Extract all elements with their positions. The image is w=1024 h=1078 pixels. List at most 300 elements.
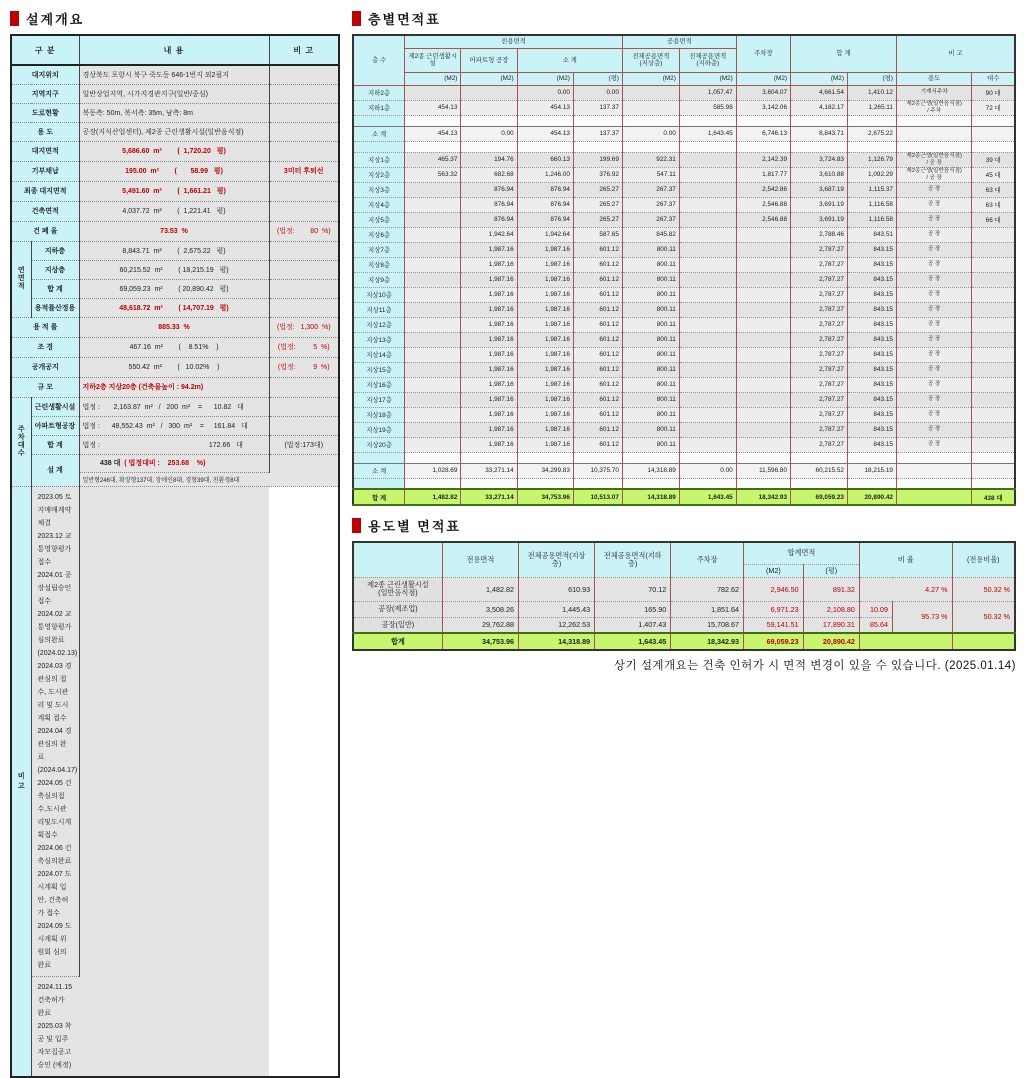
design-overview-table <box>10 34 338 1078</box>
table-cell <box>622 100 679 115</box>
table-cell: 지상5층 <box>353 212 405 227</box>
table-cell <box>679 317 736 332</box>
table-cell: 18,215.19 <box>847 463 896 478</box>
table-cell: 제2종근생(일반음식점) / 공 장 <box>896 167 971 182</box>
table-cell: 합계 <box>353 633 442 650</box>
column-header-cell: 주차장 <box>736 35 790 72</box>
table-cell: 8,843.71 m² ( 2,675.22 평) <box>79 241 269 260</box>
table-cell: 267.37 <box>622 197 679 212</box>
table-cell: 2,108.80 <box>803 601 859 617</box>
table-cell: 1,987.16 <box>517 392 573 407</box>
table-cell <box>791 141 848 152</box>
table-cell: 경상북도 포항시 북구 죽도동 646-1번지 외2필지 <box>79 65 269 84</box>
table-cell <box>269 454 339 486</box>
table-cell: 지하층 <box>31 241 79 260</box>
table-row <box>353 542 1015 564</box>
table-cell: 0.00 <box>573 85 622 100</box>
column-header-cell: (평) <box>573 72 622 85</box>
table-cell: 1,987.16 <box>461 362 517 377</box>
column-header-cell: (평) <box>847 72 896 85</box>
column-header-cell: 전체공용면적 (지상층) <box>622 48 679 72</box>
table-cell: 1,987.16 <box>461 287 517 302</box>
table-cell: 비 고 <box>269 35 339 65</box>
table-cell: 1,116.58 <box>847 197 896 212</box>
table-row <box>353 257 1015 272</box>
table-cell <box>847 141 896 152</box>
table-cell: 14,318.89 <box>622 489 679 505</box>
table-cell: 북동측: 50m, 북서측: 35m, 남측: 8m <box>79 103 269 122</box>
table-cell: 800.11 <box>622 377 679 392</box>
table-cell <box>269 241 339 260</box>
table-cell: 265.27 <box>573 197 622 212</box>
table-cell: 3,691.19 <box>791 212 848 227</box>
table-row <box>353 377 1015 392</box>
table-cell: 876.94 <box>517 212 573 227</box>
table-cell <box>679 115 736 126</box>
table-cell: 지상6층 <box>353 227 405 242</box>
table-cell: 1,407.43 <box>595 617 671 633</box>
section-title-floor-area <box>352 8 1016 28</box>
table-cell: 601.12 <box>573 242 622 257</box>
table-cell: 682.68 <box>461 167 517 182</box>
table-cell <box>679 257 736 272</box>
table-cell: 845.82 <box>622 227 679 242</box>
column-header-cell: (M2) <box>744 564 804 577</box>
table-cell: 1,092.29 <box>847 167 896 182</box>
table-cell: 공 장 <box>896 422 971 437</box>
table-cell <box>847 115 896 126</box>
table-cell <box>405 242 461 257</box>
table-cell: 800.11 <box>622 407 679 422</box>
table-cell: 50.32 % <box>952 577 1015 601</box>
table-cell: 지상7층 <box>353 242 405 257</box>
table-cell: 11,596.80 <box>736 463 790 478</box>
table-row <box>11 103 339 122</box>
table-cell: 2,787.27 <box>791 377 848 392</box>
table-cell <box>405 478 461 489</box>
table-row <box>353 422 1015 437</box>
table-cell: 1,643.45 <box>679 489 736 505</box>
table-row <box>353 85 1015 100</box>
table-cell: 90 대 <box>972 85 1015 100</box>
table-cell: 2,787.27 <box>791 272 848 287</box>
table-cell: 267.37 <box>622 212 679 227</box>
table-cell <box>461 141 517 152</box>
column-header-cell: 전용면적 <box>442 542 518 577</box>
table-cell <box>972 227 1015 242</box>
table-cell: 2,787.27 <box>791 242 848 257</box>
table-cell: 876.94 <box>461 197 517 212</box>
table-cell: 1,987.16 <box>517 302 573 317</box>
table-cell: 지하2층 <box>353 85 405 100</box>
table-cell: 891.32 <box>803 577 859 601</box>
table-cell: 20,890.42 <box>847 489 896 505</box>
table-cell: 876.94 <box>461 212 517 227</box>
table-cell: 1,987.16 <box>461 422 517 437</box>
table-row <box>11 317 339 337</box>
table-cell: 용 도 <box>11 122 79 141</box>
table-cell: 공 장 <box>896 287 971 302</box>
table-cell: 843.15 <box>847 287 896 302</box>
table-cell: 2,787.27 <box>791 287 848 302</box>
table-cell: 제2종근생(일반음식점) / 주차 <box>896 100 971 115</box>
column-header-cell: (M2) <box>791 72 848 85</box>
column-header-cell: 제2종 근린생활시설 <box>405 48 461 72</box>
table-cell <box>972 392 1015 407</box>
table-cell: 800.11 <box>622 302 679 317</box>
table-cell: 1,987.16 <box>461 437 517 452</box>
table-cell: 1,987.16 <box>461 272 517 287</box>
table-cell: 1,987.16 <box>517 287 573 302</box>
table-cell <box>622 452 679 463</box>
table-cell: 5,491.60 m² ( 1,661.21 평) <box>79 181 269 201</box>
table-cell: 1,987.16 <box>517 407 573 422</box>
table-cell <box>405 287 461 302</box>
table-cell: 1,987.16 <box>461 317 517 332</box>
table-cell: 70.12 <box>595 577 671 601</box>
table-cell <box>573 141 622 152</box>
table-cell: 6,971.23 <box>744 601 804 617</box>
table-cell: 467.16 m² ( 8.51% ) <box>79 337 269 357</box>
table-cell: 2,787.27 <box>791 302 848 317</box>
table-row <box>353 227 1015 242</box>
table-cell: 885.33 % <box>79 317 269 337</box>
table-cell: 137.37 <box>573 100 622 115</box>
table-row <box>353 437 1015 452</box>
table-row <box>11 122 339 141</box>
table-cell <box>679 362 736 377</box>
table-cell: 12,262.53 <box>518 617 594 633</box>
table-row <box>353 463 1015 478</box>
table-cell: 3,687.19 <box>791 182 848 197</box>
t-floor-grid <box>352 34 1016 506</box>
table-cell: 1,126.79 <box>847 152 896 167</box>
table-cell <box>791 115 848 126</box>
table-cell: 지상15층 <box>353 362 405 377</box>
table-cell <box>896 115 971 126</box>
table-cell: 지상층 <box>31 260 79 279</box>
table-cell <box>79 486 269 1077</box>
table-cell <box>679 347 736 362</box>
table-cell: 소 계 <box>353 126 405 141</box>
table-cell <box>269 416 339 435</box>
table-cell: 800.11 <box>622 287 679 302</box>
table-cell: 50.32 % <box>952 601 1015 633</box>
table-cell <box>679 212 736 227</box>
column-header-cell: (M2) <box>679 72 736 85</box>
table-cell: 3,604.07 <box>736 85 790 100</box>
table-cell: 17,890.31 <box>803 617 859 633</box>
table-cell: 10.09 <box>859 601 892 617</box>
table-cell: 454.13 <box>517 100 573 115</box>
table-cell: 800.11 <box>622 422 679 437</box>
table-cell <box>972 257 1015 272</box>
table-cell: 454.13 <box>405 100 461 115</box>
table-cell: 지상14층 <box>353 347 405 362</box>
table-cell: 일반상업지역, 시가지경관지구(일반/중심) <box>79 84 269 103</box>
t-usage-grid <box>352 541 1016 651</box>
table-cell: 2,946.50 <box>744 577 804 601</box>
table-cell <box>405 302 461 317</box>
table-cell <box>847 452 896 463</box>
table-row <box>11 84 339 103</box>
table-cell: 60,215.52 m² ( 18,215.19 평) <box>79 260 269 279</box>
table-cell: 내 용 <box>79 35 269 65</box>
table-cell <box>679 332 736 347</box>
table-cell <box>405 197 461 212</box>
table-cell <box>791 452 848 463</box>
table-cell: 10,375.70 <box>573 463 622 478</box>
table-cell: 5,686.60 m² ( 1,720.20 평) <box>79 141 269 161</box>
table-cell: 800.11 <box>622 437 679 452</box>
table-cell: 33,271.14 <box>461 463 517 478</box>
table-cell <box>679 437 736 452</box>
table-row <box>11 141 339 161</box>
column-header-cell: 층 수 <box>353 35 405 85</box>
table-cell <box>736 377 790 392</box>
table-cell <box>269 84 339 103</box>
table-cell: 843.15 <box>847 242 896 257</box>
table-cell <box>736 452 790 463</box>
table-row <box>353 577 1015 601</box>
column-header-cell: 전체공용면적 (지하층) <box>679 48 736 72</box>
table-cell <box>405 272 461 287</box>
table-cell <box>679 272 736 287</box>
table-cell: 법정 : 2,163.87 m² / 200 m² = 10.82 대 <box>79 397 269 416</box>
table-cell: 376.92 <box>573 167 622 182</box>
table-cell <box>405 362 461 377</box>
table-cell: 4,182.17 <box>791 100 848 115</box>
table-cell <box>736 242 790 257</box>
table-cell: 800.11 <box>622 332 679 347</box>
table-row <box>353 362 1015 377</box>
table-cell: 1,028.69 <box>405 463 461 478</box>
table-cell <box>269 377 339 397</box>
table-cell: 199.69 <box>573 152 622 167</box>
table-cell: 3,724.83 <box>791 152 848 167</box>
table-cell <box>736 332 790 347</box>
table-cell: 지상16층 <box>353 377 405 392</box>
table-cell <box>353 452 405 463</box>
table-cell <box>573 115 622 126</box>
table-cell: 건축면적 <box>11 201 79 221</box>
table-cell: 1,987.16 <box>461 377 517 392</box>
table-cell <box>679 182 736 197</box>
table-cell <box>405 332 461 347</box>
table-cell: 438 대 ( 법정대비 : 253.68 %) <box>79 454 269 472</box>
column-header-cell: 공용면적 <box>622 35 736 48</box>
table-cell: 0.00 <box>679 463 736 478</box>
table-cell: 843.15 <box>847 302 896 317</box>
table-cell: 공 장 <box>896 377 971 392</box>
section-title-text: 용도별 면적표 <box>368 518 461 534</box>
table-cell: 601.12 <box>573 302 622 317</box>
table-cell: 소 계 <box>353 463 405 478</box>
table-cell <box>405 407 461 422</box>
table-cell: 1,482.82 <box>442 577 518 601</box>
table-cell <box>405 115 461 126</box>
table-cell: 1,987.16 <box>517 272 573 287</box>
table-cell <box>269 201 339 221</box>
table-cell: 1,987.16 <box>461 347 517 362</box>
table-cell: 69,059.23 m² ( 20,890.42 평) <box>79 279 269 298</box>
table-cell: 구 분 <box>11 35 79 65</box>
table-cell: 0.00 <box>622 126 679 141</box>
table-cell <box>736 407 790 422</box>
table-cell <box>736 115 790 126</box>
table-cell: 782.62 <box>671 577 744 601</box>
table-cell <box>791 478 848 489</box>
table-cell: 아파트형공장 <box>31 416 79 435</box>
table-cell: 1,987.16 <box>461 302 517 317</box>
table-cell: 72 대 <box>972 100 1015 115</box>
table-cell <box>736 227 790 242</box>
table-cell: 지상20층 <box>353 437 405 452</box>
table-cell <box>622 115 679 126</box>
table-cell: 2,787.27 <box>791 407 848 422</box>
table-row <box>11 454 339 472</box>
table-cell: 4.27 % <box>859 577 952 601</box>
red-square-icon <box>10 11 19 26</box>
table-cell <box>353 115 405 126</box>
table-cell <box>269 181 339 201</box>
column-header-cell: 아파트형 공장 <box>461 48 517 72</box>
table-cell <box>461 100 517 115</box>
table-cell: 근린생활시설 <box>31 397 79 416</box>
table-cell: 0.00 <box>461 126 517 141</box>
table-cell <box>972 407 1015 422</box>
table-cell <box>622 85 679 100</box>
table-cell: 일반형246대, 확장형137대, 장애인8대, 경형39대, 친환경8대 <box>79 472 269 486</box>
table-cell: 2,787.27 <box>791 392 848 407</box>
table-cell <box>622 478 679 489</box>
table-row <box>353 489 1015 505</box>
table-cell: 2,546.88 <box>736 212 790 227</box>
table-cell: 공 장 <box>896 392 971 407</box>
table-cell: 공 장 <box>896 212 971 227</box>
table-cell <box>517 478 573 489</box>
design-overview-section <box>10 6 338 1078</box>
table-cell: 6,746.13 <box>736 126 790 141</box>
table-cell: 법정 : 48,552.43 m² / 300 m² = 161.84 대 <box>79 416 269 435</box>
table-row <box>353 332 1015 347</box>
table-cell <box>405 452 461 463</box>
table-cell <box>679 407 736 422</box>
table-cell: 18,342.93 <box>736 489 790 505</box>
t-design-grid <box>10 34 340 1078</box>
table-cell: 601.12 <box>573 287 622 302</box>
table-cell <box>972 422 1015 437</box>
column-header-cell: 용도 <box>896 72 971 85</box>
table-cell: 2,787.27 <box>791 437 848 452</box>
table-cell <box>896 489 971 505</box>
table-cell: (법정: 5 %) <box>269 337 339 357</box>
table-cell: 29,762.88 <box>442 617 518 633</box>
table-cell: 1,817.77 <box>736 167 790 182</box>
table-cell: 지상18층 <box>353 407 405 422</box>
table-cell: 800.11 <box>622 242 679 257</box>
table-cell: 1,942.64 <box>517 227 573 242</box>
table-row <box>11 35 339 65</box>
table-row <box>353 392 1015 407</box>
table-cell <box>972 141 1015 152</box>
table-cell: 공 장 <box>896 407 971 422</box>
table-cell: 1,987.16 <box>517 377 573 392</box>
table-cell: 2,142.39 <box>736 152 790 167</box>
table-cell: 18,342.93 <box>671 633 744 650</box>
table-cell <box>896 126 971 141</box>
table-cell: 34,299.83 <box>517 463 573 478</box>
table-row <box>11 161 339 181</box>
table-cell: 1,987.16 <box>461 257 517 272</box>
table-cell <box>269 260 339 279</box>
table-row <box>353 287 1015 302</box>
table-cell <box>679 227 736 242</box>
table-cell: 1,987.16 <box>517 437 573 452</box>
table-cell <box>972 452 1015 463</box>
column-header-cell: (M2) <box>405 72 461 85</box>
table-cell <box>405 347 461 362</box>
column-header-cell: 비 율 <box>859 542 952 577</box>
table-cell <box>736 302 790 317</box>
table-row <box>11 221 339 241</box>
table-cell: 지상8층 <box>353 257 405 272</box>
table-cell: 1,643.45 <box>679 126 736 141</box>
table-cell: 585.98 <box>679 100 736 115</box>
table-cell <box>972 463 1015 478</box>
table-cell: 922.31 <box>622 152 679 167</box>
table-row <box>353 35 1015 48</box>
column-header-cell: 대수 <box>972 72 1015 85</box>
table-cell: 3,508.26 <box>442 601 518 617</box>
table-cell <box>679 287 736 302</box>
table-cell <box>972 377 1015 392</box>
table-cell: 도로현황 <box>11 103 79 122</box>
table-cell: 8,843.71 <box>791 126 848 141</box>
table-row <box>11 260 339 279</box>
table-cell: 800.11 <box>622 392 679 407</box>
table-cell: 843.51 <box>847 227 896 242</box>
table-cell <box>736 141 790 152</box>
table-cell: 1,987.16 <box>517 422 573 437</box>
table-row <box>11 377 339 397</box>
table-cell <box>736 362 790 377</box>
table-row <box>11 337 339 357</box>
table-cell: 465.37 <box>405 152 461 167</box>
table-cell: 조 경 <box>11 337 79 357</box>
table-cell <box>679 242 736 257</box>
table-cell: 45 대 <box>972 167 1015 182</box>
table-cell <box>517 452 573 463</box>
table-cell: 지역지구 <box>11 84 79 103</box>
table-cell <box>269 103 339 122</box>
table-cell: 800.11 <box>622 362 679 377</box>
table-cell: 2,675.22 <box>847 126 896 141</box>
table-cell <box>269 122 339 141</box>
table-cell: 843.15 <box>847 257 896 272</box>
table-row <box>353 182 1015 197</box>
table-cell: 601.12 <box>573 257 622 272</box>
table-cell: 843.15 <box>847 437 896 452</box>
table-cell: 601.12 <box>573 377 622 392</box>
table-cell: 지상2층 <box>353 167 405 182</box>
area-tables-section <box>352 6 1016 673</box>
table-cell <box>972 272 1015 287</box>
table-cell: 69,059.23 <box>744 633 804 650</box>
table-cell: 876.94 <box>517 182 573 197</box>
table-cell: 800.11 <box>622 272 679 287</box>
table-cell: 1,987.16 <box>517 317 573 332</box>
